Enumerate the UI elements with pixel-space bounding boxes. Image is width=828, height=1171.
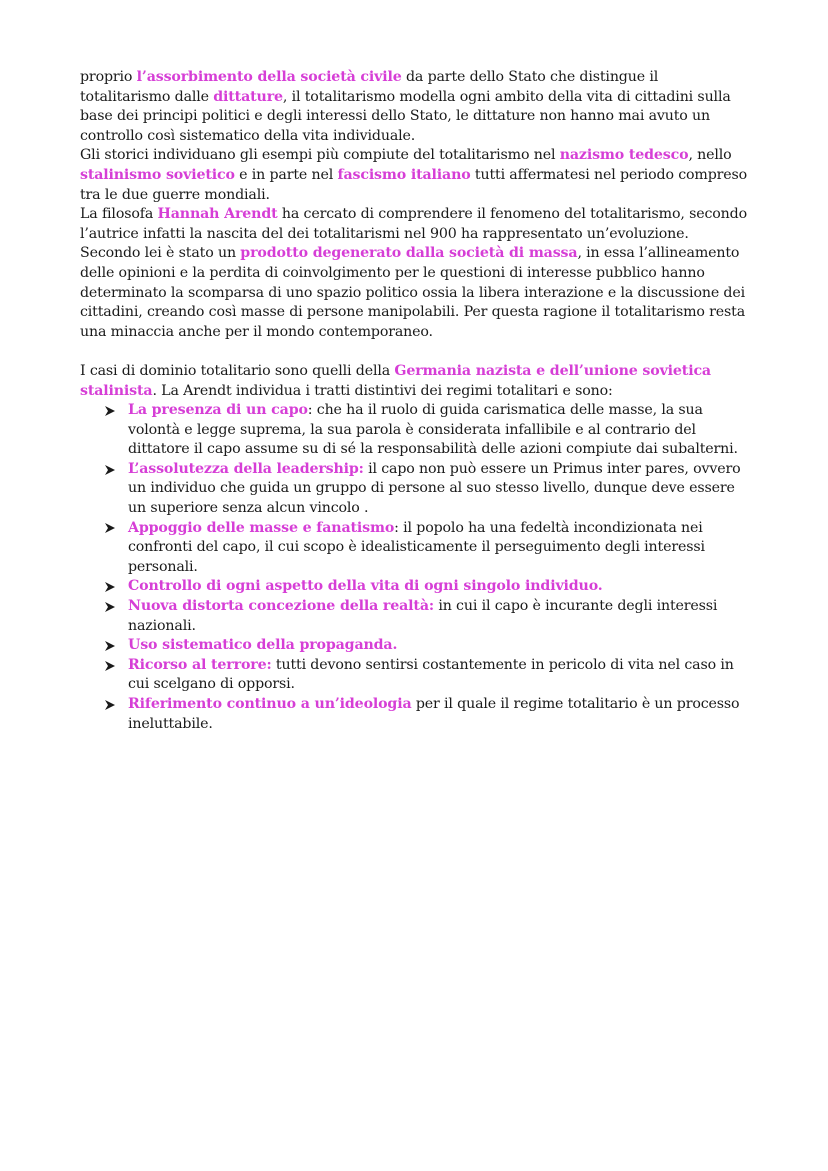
highlight-germania-urss: Germania nazista e dell’unione sovietica stalinista: [80, 362, 711, 399]
list-item-heading: Ricorso al terrore:: [128, 656, 272, 673]
text-run: proprio: [80, 69, 137, 85]
arrowhead-bullet-icon: [104, 695, 118, 715]
highlight-arendt: Hannah Arendt: [157, 206, 278, 223]
paragraph-totalitarian-cases: [80, 362, 752, 401]
text-run: Secondo lei è stato un: [80, 245, 241, 262]
list-item: [128, 597, 752, 636]
arrowhead-bullet-icon: [104, 656, 118, 676]
list-item-text: tutti devono sentirsi costantemente in pericolo di vita nel caso in cui scelgano di opporsi.: [128, 656, 734, 693]
highlight-prodotto-degenerato: prodotto degenerato dalla società di massa: [240, 245, 578, 262]
list-item-heading: Nuova distorta concezione della realtà:: [128, 598, 434, 615]
highlight-nazismo: nazismo tedesco: [559, 147, 689, 164]
paragraph-totalitarianism-definition: [80, 68, 752, 146]
text-run: I casi di dominio totalitario sono quelli della: [80, 362, 395, 379]
text-run: La filosofa: [80, 206, 158, 223]
list-item-heading: La presenza di un capo: [128, 402, 308, 419]
list-item: [128, 519, 752, 578]
paragraph-historical-examples: [80, 146, 752, 205]
arrowhead-bullet-icon: [104, 460, 118, 480]
text-run: e in parte nel: [234, 166, 338, 183]
paragraph-arendt-intro: [80, 205, 752, 244]
list-item: [128, 460, 752, 519]
highlight-fascismo: fascismo italiano: [337, 166, 471, 183]
text-run: da parte dello Stato che distingue il totalitarismo dalle: [80, 69, 659, 105]
text-run: , in essa l’allineamento delle opinioni e la perdita di coinvolgimento per le questioni di interesse pubblico hanno determinato la scomparsa di uno spazio politico ossia la libera interazione e la discussione dei cittadini, creando così masse di persone manipolabili. Per questa ragione il totalitarismo resta una minaccia anche per il mondo contemporaneo.: [80, 245, 746, 340]
list-item-text: : il popolo ha una fedeltà incondizionata nei confronti del capo, il cui scopo è idealisticamente il perseguimento degli interessi personali.: [128, 519, 705, 575]
list-item-text: in cui il capo è incurante degli interessi nazionali.: [128, 598, 718, 634]
text-run: tutti affermatesi nel periodo compreso tra le due guerre mondiali.: [80, 166, 748, 203]
document-page: [80, 68, 752, 734]
text-run: Gli storici individuano gli esempi più compiute del totalitarismo nel: [80, 147, 560, 164]
list-item-text: il capo non può essere un Primus inter pares, ovvero un individuo che guida un gruppo di persone al suo stesso livello, dunque deve essere un superiore senza alcun vincolo .: [128, 460, 741, 517]
highlight-assorbimento: l’assorbimento della società civile: [136, 69, 402, 85]
arrowhead-bullet-icon: [104, 636, 118, 656]
highlight-stalinismo: stalinismo sovietico: [80, 166, 235, 183]
list-item-heading: Appoggio delle masse e fanatismo: [128, 519, 395, 536]
distinctive-traits-list: [80, 401, 752, 734]
paragraph-mass-society: [80, 244, 752, 342]
text-run: , nello: [688, 147, 732, 164]
text-run: , il totalitarismo modella ogni ambito della vita di cittadini sulla base dei principi politici e degli interessi dello Stato, le dittature non hanno mai avuto un controllo così sistematico della vita individuale.: [80, 88, 731, 144]
list-item-heading: Controllo di ogni aspetto della vita di ogni singolo individuo.: [128, 578, 603, 595]
arrowhead-bullet-icon: [104, 597, 118, 617]
list-item: [128, 695, 752, 734]
list-item: [128, 401, 752, 460]
list-item: [128, 656, 752, 695]
arrowhead-bullet-icon: [104, 519, 118, 539]
text-run: ha cercato di comprendere il fenomeno del totalitarismo, secondo l’autrice infatti la nascita del dei totalitarismi nel 900 ha rappresentato un’evoluzione.: [80, 206, 747, 242]
list-item-heading: Uso sistematico della propaganda.: [128, 637, 398, 654]
paragraph-spacer: [80, 342, 752, 362]
arrowhead-bullet-icon: [104, 401, 118, 421]
list-item: [128, 636, 752, 656]
highlight-dittature: dittature: [213, 88, 283, 105]
list-item: [128, 577, 752, 597]
list-item-text: per il quale il regime totalitario è un processo ineluttabile.: [128, 696, 740, 732]
text-run: . La Arendt individua i tratti distintivi dei regimi totalitari e sono:: [152, 382, 613, 399]
list-item-heading: L’assolutezza della leadership:: [128, 460, 364, 477]
list-item-heading: Riferimento continuo a un’ideologia: [128, 696, 412, 712]
list-item-text: : che ha il ruolo di guida carismatica delle masse, la sua volontà e legge suprema, la sua parola è considerata infallibile e al contrario del dittatore il capo assume su di sé la responsabilità delle azioni compiute dai subalterni.: [128, 402, 738, 458]
arrowhead-bullet-icon: [104, 577, 118, 597]
